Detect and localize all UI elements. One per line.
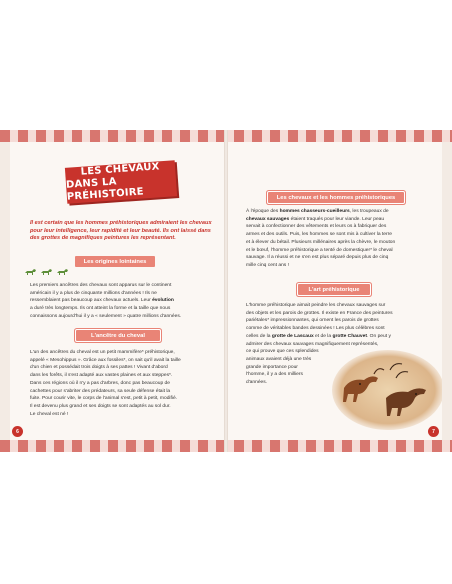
page-number-right bbox=[428, 426, 439, 437]
cave-painting-image bbox=[330, 348, 442, 432]
text-line: servait à confectionner des vêtements et leurs os à fabriquer des bbox=[246, 224, 387, 230]
chapter-title-line-1: LES CHEVAUX bbox=[80, 161, 160, 178]
keyword: hommes chasseurs-cueilleurs bbox=[279, 209, 350, 214]
keyword: évolution bbox=[152, 298, 174, 304]
page-number-text: 7 bbox=[432, 428, 435, 435]
page-number-text: 6 bbox=[16, 428, 19, 435]
section-tag-ancetre bbox=[76, 330, 160, 341]
text-line: a duré très longtemps. Ils ont atteint la forme et la taille que nous bbox=[30, 306, 171, 312]
text-line: dans les forêts, il s'est adapté aux vastes plaines et aux steppes*. bbox=[30, 373, 173, 379]
page-number-left bbox=[12, 426, 23, 437]
text-span: celles de la bbox=[246, 333, 272, 339]
section-title: Les chevaux et les hommes préhistoriques bbox=[276, 194, 396, 201]
text-line: armes et des outils. Puis, les hommes se sont mis à cultiver la terre bbox=[246, 232, 392, 238]
text-line: fuite. Pour courir vite, le corps de l'animal s'est, petit à petit, modifié. bbox=[30, 396, 178, 402]
keyword: grotte Chauvet bbox=[332, 333, 367, 339]
intro-paragraph: Il est certain que les hommes préhistoriques admiraient les chevaux pour leur intelligence, leur rapidité et leur beauté. Ils ont laissé dans des grottes de magnifiques peintures les représentant. bbox=[30, 220, 212, 242]
text-line: américain il y a plus de cinquante millions d'années ! Ils ne bbox=[30, 290, 157, 296]
text-span: ressemblaient pas beaucoup aux chevaux actuels. Leur bbox=[30, 298, 153, 304]
right-page bbox=[228, 142, 442, 440]
text-line: d'années. bbox=[246, 380, 268, 386]
text-span: . On peut y bbox=[366, 333, 391, 339]
text-line: L'un des ancêtres du cheval est un petit mammifère* préhistorique, bbox=[30, 350, 175, 355]
text-line: Il est devenu plus grand et ses doigts se sont adaptés au sol dur. bbox=[30, 403, 171, 409]
text-line: grande importance pour bbox=[246, 364, 298, 370]
horse-silhouettes-icon bbox=[24, 266, 72, 278]
section-title: L'art préhistorique bbox=[308, 286, 360, 293]
text-span: étaient traqués pour leur viande. Leur peau bbox=[289, 216, 385, 222]
text-line bbox=[246, 208, 434, 216]
text-span: et de la bbox=[313, 333, 333, 339]
text-line: pariétales* impressionnantes, qui ornent les parois de grottes bbox=[246, 318, 379, 324]
text-span: À l'époque des bbox=[246, 209, 280, 214]
text-line bbox=[246, 333, 436, 341]
text-line: et le bœuf, l'homme préhistorique a tenté de domestiquer* le cheval bbox=[246, 247, 393, 253]
text-line: comme de véritables bandes dessinées ! Les plus célèbres sont bbox=[246, 326, 385, 332]
chapter-title bbox=[65, 160, 177, 204]
text-line bbox=[246, 216, 434, 224]
text-span: , les troupeaux de bbox=[349, 209, 389, 214]
text-line: des objets et les parois de grottes. Il existe en France des peintures bbox=[246, 310, 393, 316]
text-line: connaissons aujourd'hui il y a « seulement » quatre millions d'années. bbox=[30, 313, 182, 319]
text-line: Dans ces régions où il n'y a pas d'arbres, donc pas beaucoup de bbox=[30, 380, 170, 386]
origins-paragraph bbox=[30, 282, 216, 321]
section-tag-origines bbox=[75, 256, 155, 267]
section-title: L'ancêtre du cheval bbox=[91, 332, 145, 339]
text-line: d'un chien et possédait trois doigts à ses pattes ! Vivant d'abord bbox=[30, 365, 168, 371]
book-spread bbox=[0, 130, 452, 452]
text-line: mille cinq cent ans ! bbox=[246, 262, 289, 268]
left-page bbox=[10, 142, 224, 440]
text-line: animaux avaient déjà une très bbox=[246, 356, 312, 362]
text-line: cachettes pour s'abriter des prédateurs, sa seule défense était la bbox=[30, 388, 171, 394]
section-tag-hommes bbox=[268, 192, 404, 203]
keyword: grotte de Lascaux bbox=[271, 333, 314, 339]
text-line: Le cheval est né ! bbox=[30, 411, 69, 417]
ancestor-paragraph bbox=[30, 349, 216, 418]
text-line: Les premiers ancêtres des chevaux sont apparus sur le continent bbox=[30, 283, 172, 288]
text-line: sauvage. Il a réussi et ne s'en est plus séparé depuis plus de cinq bbox=[246, 255, 389, 261]
hunters-paragraph bbox=[246, 208, 434, 270]
section-title: Les origines lointaines bbox=[83, 258, 147, 265]
chapter-title-line-2: DANS LA PRÉHISTOIRE bbox=[65, 176, 145, 203]
text-line bbox=[30, 297, 216, 305]
section-tag-art bbox=[298, 284, 370, 295]
text-line: appelé « Mesohippus ». Grâce aux fossiles*, on sait qu'il avait la taille bbox=[30, 357, 181, 363]
text-line: ce qui prouve que ces splendides bbox=[246, 349, 319, 355]
keyword: chevaux sauvages bbox=[246, 216, 290, 222]
text-line: l'homme, il y a des milliers bbox=[246, 372, 303, 378]
text-line: et à élever du bétail. Plusieurs millénaires après la chèvre, le mouton bbox=[246, 239, 396, 245]
text-line: L'homme préhistorique aimait peindre les chevaux sauvages sur bbox=[246, 303, 386, 308]
text-line: admirer des chevaux sauvages magnifiquement représentés, bbox=[246, 341, 379, 347]
